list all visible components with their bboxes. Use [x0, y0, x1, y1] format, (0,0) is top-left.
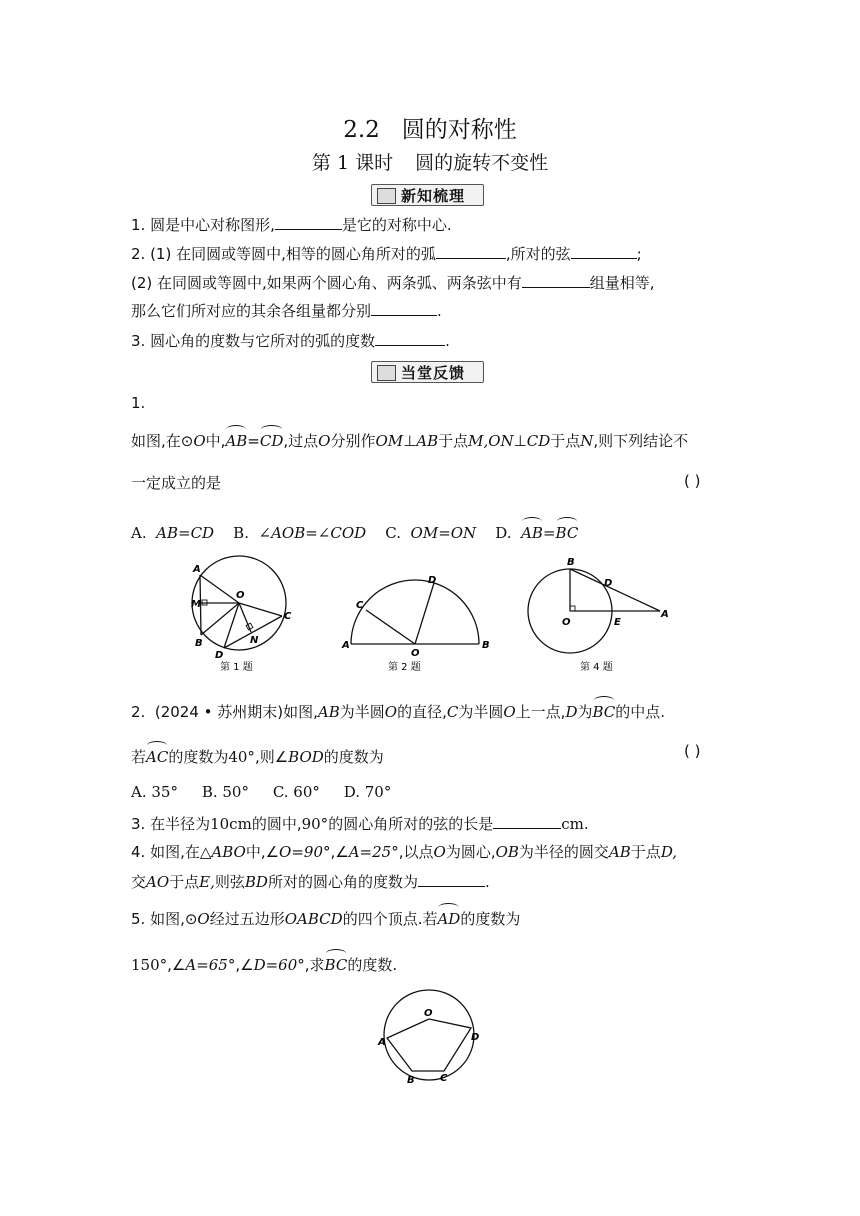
label-b: B [567, 557, 575, 568]
q1-options [131, 518, 578, 544]
lesson-number: 第 1 课时 [311, 152, 394, 174]
q2-option-a[interactable]: A. 35° [131, 783, 178, 801]
answer-blank[interactable] [522, 271, 590, 288]
section-badge-feedback [371, 361, 484, 383]
label-o: O [411, 648, 420, 659]
q1-option-c[interactable]: C. OM=ON [385, 524, 477, 542]
lesson-title: 圆的旋转不变性 [415, 152, 549, 174]
label-e: E [614, 617, 621, 628]
note-3: (2) 在同圆或等圆中,如果两个圆心角、两条弧、两条弦中有 组量相等, [131, 271, 655, 294]
q1-option-a[interactable]: A. AB=CD [131, 524, 215, 542]
label-a: A [342, 640, 350, 651]
label-d: D [428, 575, 437, 586]
book-icon [377, 188, 396, 204]
q1-option-b[interactable]: B. ∠AOB=∠COD [233, 524, 367, 542]
figure-2 [351, 580, 479, 644]
q5-stem-line2: 150°,∠A=65°,∠D=60°,求BC的度数. [131, 950, 397, 976]
page-subtitle [0, 148, 860, 175]
figure-1-caption: 第 1 题 [220, 662, 253, 673]
answer-blank[interactable] [571, 242, 637, 259]
label-a: A [661, 609, 669, 620]
q2-option-d[interactable]: D. 70° [343, 783, 392, 801]
label-d: D [215, 650, 224, 661]
answer-blank[interactable] [375, 329, 445, 346]
q2-option-c[interactable]: C. 60° [272, 783, 320, 801]
badge-label: 当堂反馈 [401, 364, 466, 382]
label-o: O [562, 617, 571, 628]
note-4: 那么它们所对应的其余各组量都分别 . [131, 299, 442, 322]
page-title [0, 111, 860, 144]
q5-stem-line1: 5. 如图,⊙O经过五边形OABCD的四个顶点.若AD的度数为 [131, 904, 520, 930]
q4-stem-line2: 交AO于点E,则弦BD所对的圆心角的度数为 . [131, 870, 490, 893]
label-d: D [471, 1032, 480, 1043]
figure-1 [192, 556, 286, 650]
figure-2-caption: 第 2 题 [388, 662, 421, 673]
label-b: B [195, 638, 203, 649]
section-title: 圆的对称性 [401, 117, 517, 143]
label-c: C [356, 600, 364, 611]
answer-blank[interactable] [493, 812, 561, 829]
q2-options [131, 781, 391, 803]
figure-5 [372, 988, 492, 1093]
note-2: 2. (1) 在同圆或等圆中,相等的圆心角所对的弧 ,所对的弦 ; [131, 242, 642, 265]
answer-blank[interactable] [275, 213, 342, 230]
q1-option-d[interactable]: D. AB=BC [495, 524, 578, 542]
q1-number: 1. [131, 394, 146, 412]
answer-blank[interactable] [436, 242, 506, 259]
label-c: C [284, 611, 292, 622]
label-o: O [424, 1008, 433, 1019]
q1-answer-paren[interactable]: ( ) [684, 472, 701, 490]
figure-4 [528, 569, 660, 653]
label-a: A [193, 564, 201, 575]
label-n: N [250, 635, 259, 646]
section-badge-knowledge [371, 184, 484, 206]
answer-blank[interactable] [418, 870, 485, 887]
label-d: D [604, 578, 613, 589]
answer-blank[interactable] [371, 299, 437, 316]
q2-stem-line1: 2. (2024 • 苏州期末)如图,AB为半圆O的直径,C为半圆O上一点,D为BC的中点. [131, 697, 665, 723]
pen-icon [377, 365, 396, 381]
q1-stem-line2: 一定成立的是 [131, 474, 222, 492]
figure-4-caption: 第 4 题 [580, 662, 613, 673]
q2-stem-line2: 若AC的度数为40°,则∠BOD的度数为 [131, 742, 384, 768]
q1-stem-line1: 如图,在⊙O中,AB=CD,过点O分别作OM⊥AB于点M,ON⊥CD于点N,则下列结论不 [131, 426, 688, 452]
label-a: A [378, 1037, 386, 1048]
figure-1-labels [191, 564, 292, 661]
note-1: 1. 圆是中心对称图形, 是它的对称中心. [131, 213, 452, 236]
q2-answer-paren[interactable]: ( ) [684, 742, 701, 760]
figures-row [180, 550, 690, 680]
note-5: 3. 圆心角的度数与它所对的弧的度数 . [131, 329, 450, 352]
q3-stem: 3. 在半径为10cm的圆中,90°的圆心角所对的弦的长是 cm. [131, 812, 589, 835]
badge-label: 新知梳理 [401, 187, 466, 205]
label-b: B [482, 640, 490, 651]
label-c: C [440, 1073, 448, 1084]
label-m: M [191, 599, 201, 610]
label-b: B [407, 1075, 415, 1086]
figure-4-labels [562, 557, 669, 628]
label-o: O [236, 590, 245, 601]
q4-stem-line1: 4. 如图,在△ABO中,∠O=90°,∠A=25°,以点O为圆心,OB为半径的圆交AB于点D, [131, 843, 678, 861]
figure-2-labels [341, 575, 490, 659]
q2-option-b[interactable]: B. 50° [201, 783, 249, 801]
section-number: 2.2 [343, 117, 380, 143]
